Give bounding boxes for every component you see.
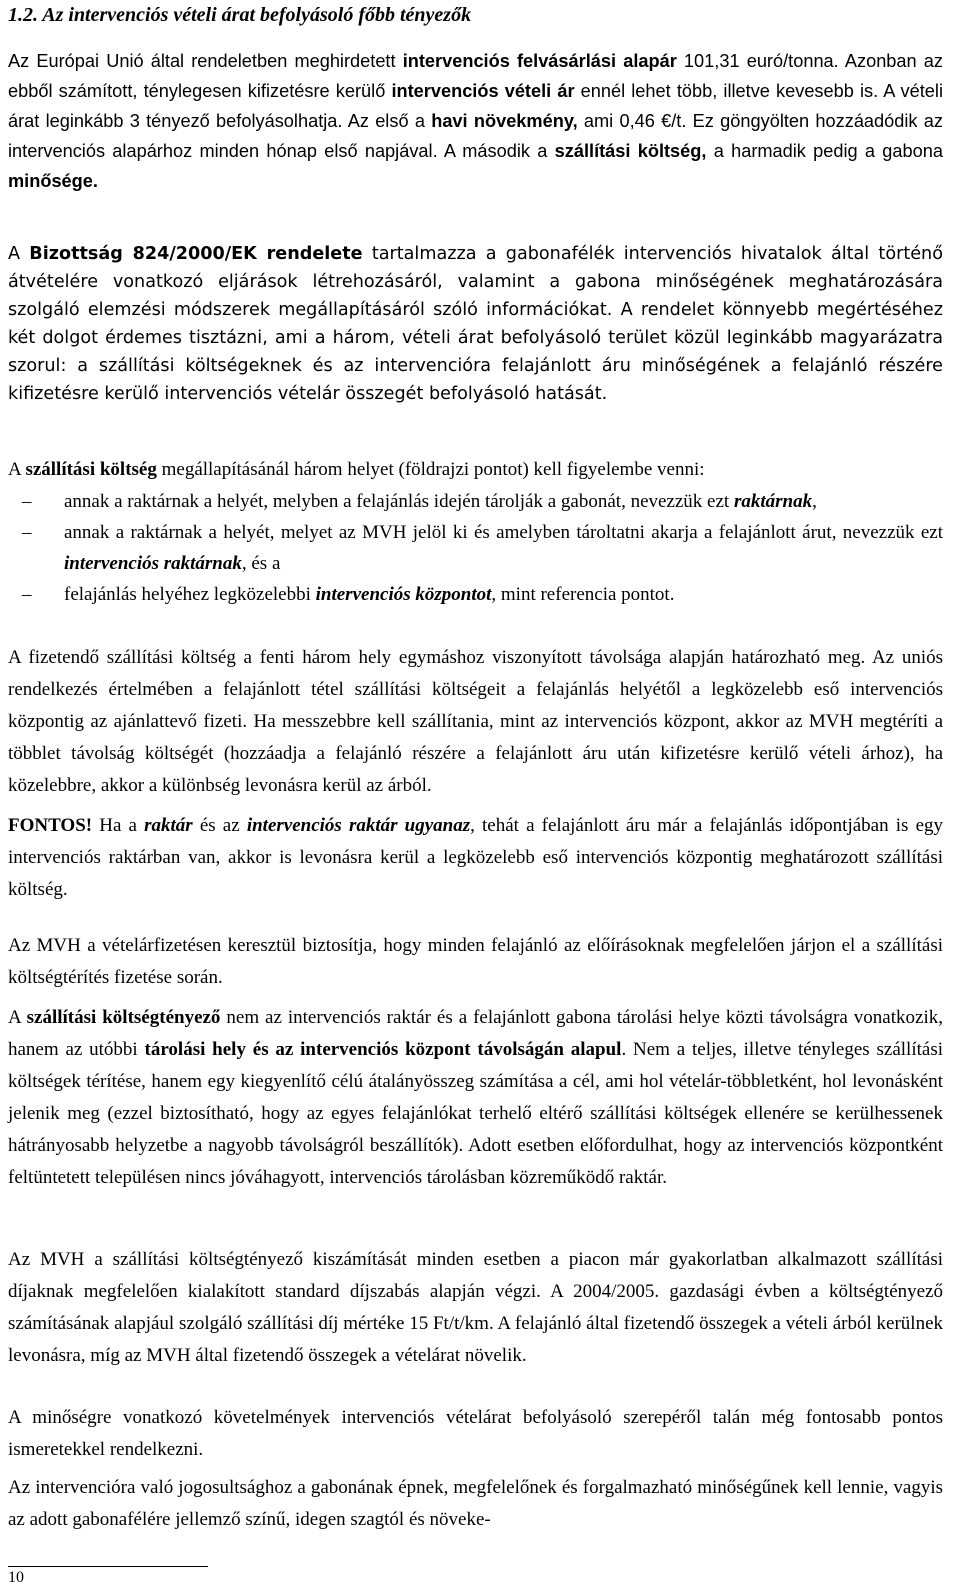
important-label: FONTOS! [8,815,93,836]
text-run: 101,31 euró/tonna. Azonban az ebből számított, ténylegesen kifizetésre kerülő [8,51,944,101]
term-intervention-warehouse: intervenciós raktárnak [64,553,242,574]
text-run: Az Európai Unió által rendeletben meghirdetett [8,51,403,71]
term-quality: minősége. [8,171,98,191]
list-item [8,579,943,610]
term-cost-factor: szállítási költségtényező [26,1007,221,1028]
section-heading: 1.2. Az intervenciós vételi árat befolyásoló főbb tényezők [8,4,472,26]
text-run: A [8,1007,27,1028]
location-list [8,486,943,610]
page-number: 10 [8,1569,24,1586]
text-run: ennél lehet több, illetve kevesebb is. A vételi árat leginkább 3 tényező befolyásolhatja. Az első a [8,81,944,131]
text-run: felajánlás helyéhez legközelebbi [64,584,316,605]
paragraph-eligibility: Az intervencióra való jogosultsághoz a gabonának épnek, megfelelőnek és forgalmazható minőségűnek kell lennie, vagyis az adott gabonafélére jellemző színű, idegen szagtól és növeke- [8,1477,943,1530]
term-same-warehouse: intervenciós raktár ugyanaz [246,815,471,836]
paragraph-transport-intro [8,454,943,486]
text-run: megállapításánál három helyet (földrajzi pontot) kell figyelembe venni: [156,459,705,480]
dash-bullet: – [22,491,32,512]
list-item [8,517,943,579]
footer-divider [8,1566,208,1567]
paragraph-mvh-guarantee: Az MVH a vételárfizetésen keresztül biztosítja, hogy minden felajánló az előírásoknak megfelelően járjon el a szállítási költségtérítés fizetése során. [8,935,943,988]
text-run: annak a raktárnak a helyét, melyben a felajánlás idején tárolják a gabonát, nevezzük ezt [64,491,734,512]
text-run: , [812,491,817,512]
paragraph-regulation [8,240,943,408]
term-transport-cost: szállítási költség [25,459,157,480]
term-distance-basis: tárolási hely és az intervenciós központ távolságán alapul [144,1039,622,1060]
text-run: A [8,459,26,480]
term-intervention-purchase-price: intervenciós vételi ár [391,81,575,101]
term-regulation: Bizottság 824/2000/EK rendelete [29,244,363,264]
term-intervention-base-price: intervenciós felvásárlási alapár [402,51,677,71]
text-run: annak a raktárnak a helyét, melyet az MVH jelöl ki és amelyben tároltatni akarja a felajánlott árut, nevezzük ezt [64,522,943,543]
paragraph-intro [8,46,943,196]
paragraph-transport-payment: A fizetendő szállítási költség a fenti három hely egymáshoz viszonyított távolsága alapján határozható meg. Az uniós rendelkezés értelmében a felajánlott tétel szállítási költségeit a felajánlás helyétől a legközelebb eső intervenciós központig az ajánlattevő fizeti. Ha messzebbre kell szállítania, mint az intervenciós központ, akkor az MVH megtéríti a többlet távolság költségét (hozzáadja a felajánló részére a felajánlott áru után kifizetésre kerülő vételi árhoz), ha közelebbre, akkor a különbség levonásra kerül az árból. [8,647,943,796]
text-run: a harmadik pedig a gabona [706,141,943,161]
text-run: , és a [241,553,281,574]
text-run: és az [192,815,247,836]
term-warehouse: raktár [144,815,193,836]
text-run: . Nem a teljes, illetve tényleges szállítási költségek térítése, hanem egy kiegyenlítő célú átalányösszeg számítása a cél, ami hol vételár-többletként, hol levonásként jelenik meg (ezzel biztosítható, hogy az egyes felajánlókat terhelő eltérő szállítási költségek ellenére se kerülhessenek hátrányosabb helyzetbe a nagyobb távolságról beszállítók). Adott esetben előfordulhat, hogy az intervenciós központként feltüntetett településen nincs jóváhagyott, intervenciós tárolásban közreműködő raktár. [8,1039,943,1188]
paragraph-quality-intro: A minőségre vonatkozó követelmények intervenciós vételárat befolyásoló szerepéről talán még fontosabb pontos ismeretekkel rendelkezni. [8,1407,943,1460]
term-intervention-center: intervenciós központot [315,584,492,605]
text-run: , tehát a felajánlott áru már a felajánlás időpontjában is egy intervenciós raktárban van, akkor is levonásra kerül a legközelebb eső intervenciós központig meghatározott szállítási költség. [8,815,943,900]
list-item [8,486,943,517]
term-monthly-increment: havi növekmény, [431,111,578,131]
text-run: , mint referencia pontot. [491,584,675,605]
text-run: nem az intervenciós raktár és a felajánlott gabona tárolási helye közti távolságra vonatkozik, hanem az utóbbi [8,1007,943,1060]
text-run: Ha a [92,815,145,836]
paragraph-important [8,810,943,906]
text-run: ami 0,46 €/t. Ez göngyölten hozzáadódik az intervenciós alapárhoz minden hónap első napjával. A második a [8,111,943,161]
term-transport-cost: szállítási költség, [554,141,707,161]
paragraph-cost-factor [8,1002,943,1194]
text-run: A [8,244,30,264]
text-run: tartalmazza a gabonafélék intervenciós hivatalok által történő átvételére vonatkozó eljárások létrehozásáról, valamint a gabona minőségének meghatározására szolgáló elemzési módszerek megállapításáról szóló információkat. A rendelet könnyebb megértéséhez két dolgot érdemes tisztázni, ami a három, vételi árat befolyásoló terület közül leginkább magyarázatra szorul: a szállítási költségeknek és az intervencióra felajánlott áru minőségének a felajánló részére kifizetésre kerülő intervenciós vételár összegét befolyásoló hatását. [8,244,943,404]
dash-bullet: – [22,522,32,543]
term-warehouse: raktárnak [733,491,813,512]
dash-bullet: – [22,584,32,605]
paragraph-tariff: Az MVH a szállítási költségtényező kiszámítását minden esetben a piacon már gyakorlatban alkalmazott szállítási díjaknak megfelelően kialakított standard díjszabás alapján végzi. A 2004/2005. gazdasági évben a költségtényező számításának alapjául szolgáló szállítási díj mértéke 15 Ft/t/km. A felajánló által fizetendő összegek a vételi árból kerülnek levonásra, míg az MVH által fizetendő összegek a vételárat növelik. [8,1249,943,1366]
